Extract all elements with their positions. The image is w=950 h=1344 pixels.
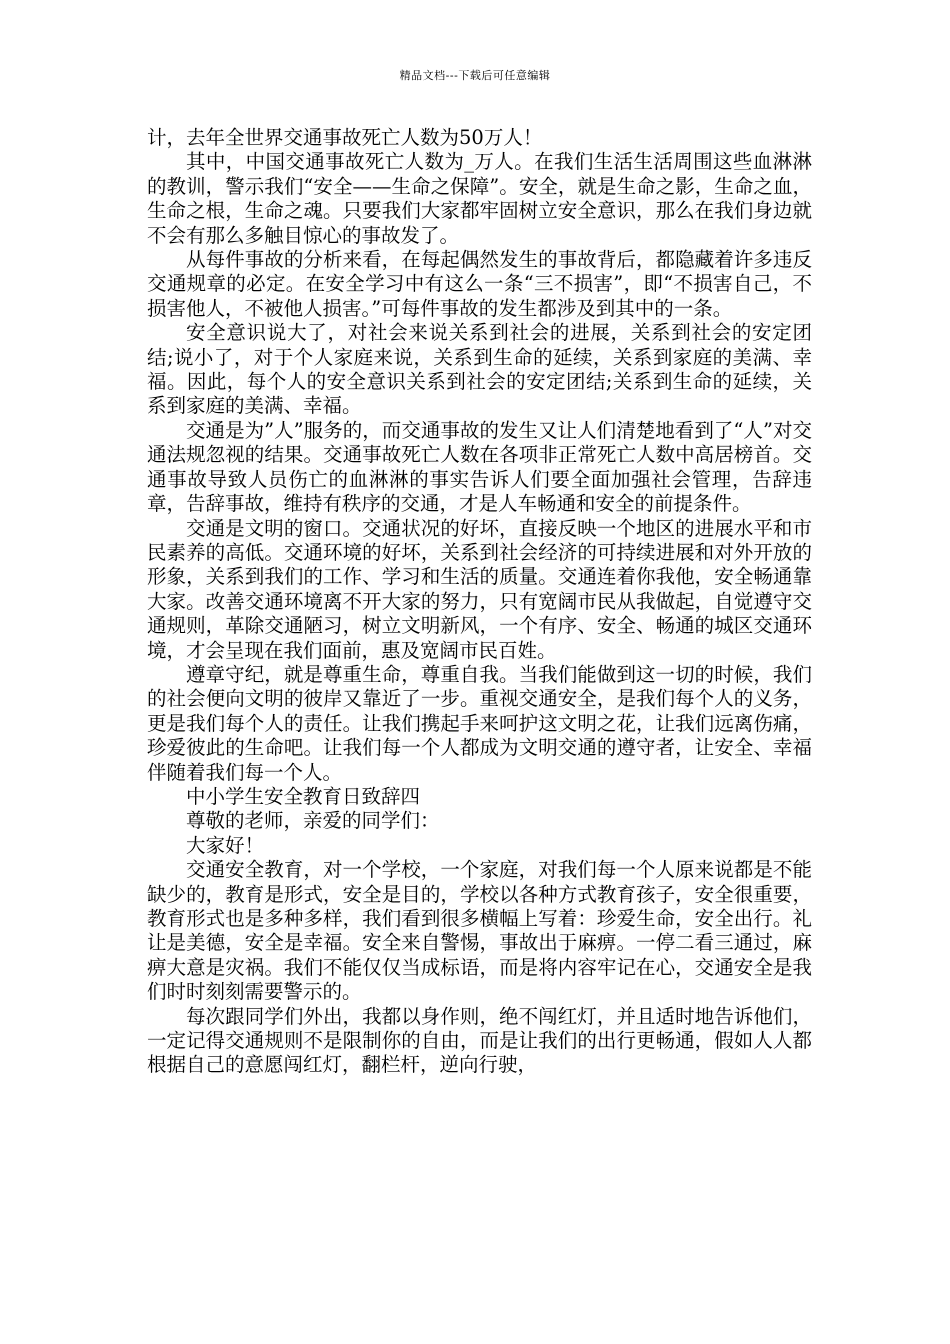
paragraph: 计，去年全世界交通事故死亡人数为50万人！: [147, 126, 543, 149]
paragraph: 每次跟同学们外出，我都以身作则，绝不闯红灯，并且适时地告诉他们，一定记得交通规则不是限制你的自由，而是让我们的出行更畅通，假如人人都根据自己的意愿闯红灯，翻栏杆，逆向行驶，: [147, 1004, 812, 1077]
salutation: 尊敬的老师，亲爱的同学们：: [186, 809, 440, 833]
paragraph: 遵章守纪，就是尊重生命，尊重自我。当我们能做到这一切的时候，我们的社会便向文明的彼岸又靠近了一步。重视交通安全，是我们每个人的义务，更是我们每个人的责任。让我们携起手来呵护这文明之花，让我们远离伤痛，珍爱彼此的生命吧。让我们每一个人都成为文明交通的遵守者，让安全、幸福伴随着我们每一个人。: [147, 662, 812, 784]
page-header: 精品文档---下载后可任意编辑: [399, 69, 551, 82]
document-body: [147, 126, 812, 1078]
paragraph: 安全意识说大了，对社会来说关系到社会的进展，关系到社会的安定团结;说小了，对于个人家庭来说，关系到生命的延续，关系到家庭的美满、幸福。因此，每个人的安全意识关系到社会的安定团结;关系到生命的延续，关系到家庭的美满、幸福。: [147, 321, 812, 418]
paragraph: 从每件事故的分析来看，在每起偶然发生的事故背后，都隐藏着许多违反交通规章的必定。在安全学习中有这么一条“三不损害”，即“不损害自己，不损害他人，不被他人损害。”可每件事故的发生都涉及到其中的一条。: [147, 248, 812, 320]
section-title: 中小学生安全教育日致辞四: [186, 784, 421, 808]
paragraph: 交通是为”人”服务的，而交通事故的发生又让人们清楚地看到了“人”对交通法规忽视的结果。交通事故死亡人数在各项非正常死亡人数中高居榜首。交通事故导致人员伤亡的血淋淋的事实告诉人们要全面加强社会管理，告辞违章，告辞事故，维持有秩序的交通，才是人车畅通和安全的前提条件。: [147, 418, 812, 516]
paragraph: 交通安全教育，对一个学校，一个家庭，对我们每一个人原来说都是不能缺少的，教育是形式，安全是目的，学校以各种方式教育孩子，安全很重要，教育形式也是多种多样，我们看到很多横幅上写着：珍爱生命，安全出行。礼让是美德，安全是幸福。安全来自警惕，事故出于麻痹。一停二看三通过，麻痹大意是灾祸。我们不能仅仅当成标语，而是将内容牢记在心，交通安全是我们时时刻刻需要警示的。: [147, 858, 812, 1004]
paragraph: 交通是文明的窗口。交通状况的好坏，直接反映一个地区的进展水平和市民素养的高低。交通环境的好坏，关系到社会经济的可持续进展和对外开放的形象，关系到我们的工作、学习和生活的质量。交通连着你我他，安全畅通靠大家。改善交通环境离不开大家的努力，只有宽阔市民从我做起，自觉遵守交通规则，革除交通陋习，树立文明新风，一个有序、安全、畅通的城区交通环境，才会呈现在我们面前，惠及宽阔市民百姓。: [147, 516, 812, 662]
paragraph: 其中，中国交通事故死亡人数为_万人。在我们生活生活周围这些血淋淋的教训，警示我们“安全——生命之保障”。安全，就是生命之影，生命之血，生命之根，生命之魂。只要我们大家都牢固树立安全意识，那么在我们身边就不会有那么多触目惊心的事故发了。: [147, 150, 812, 247]
greeting: 大家好！: [186, 833, 265, 857]
